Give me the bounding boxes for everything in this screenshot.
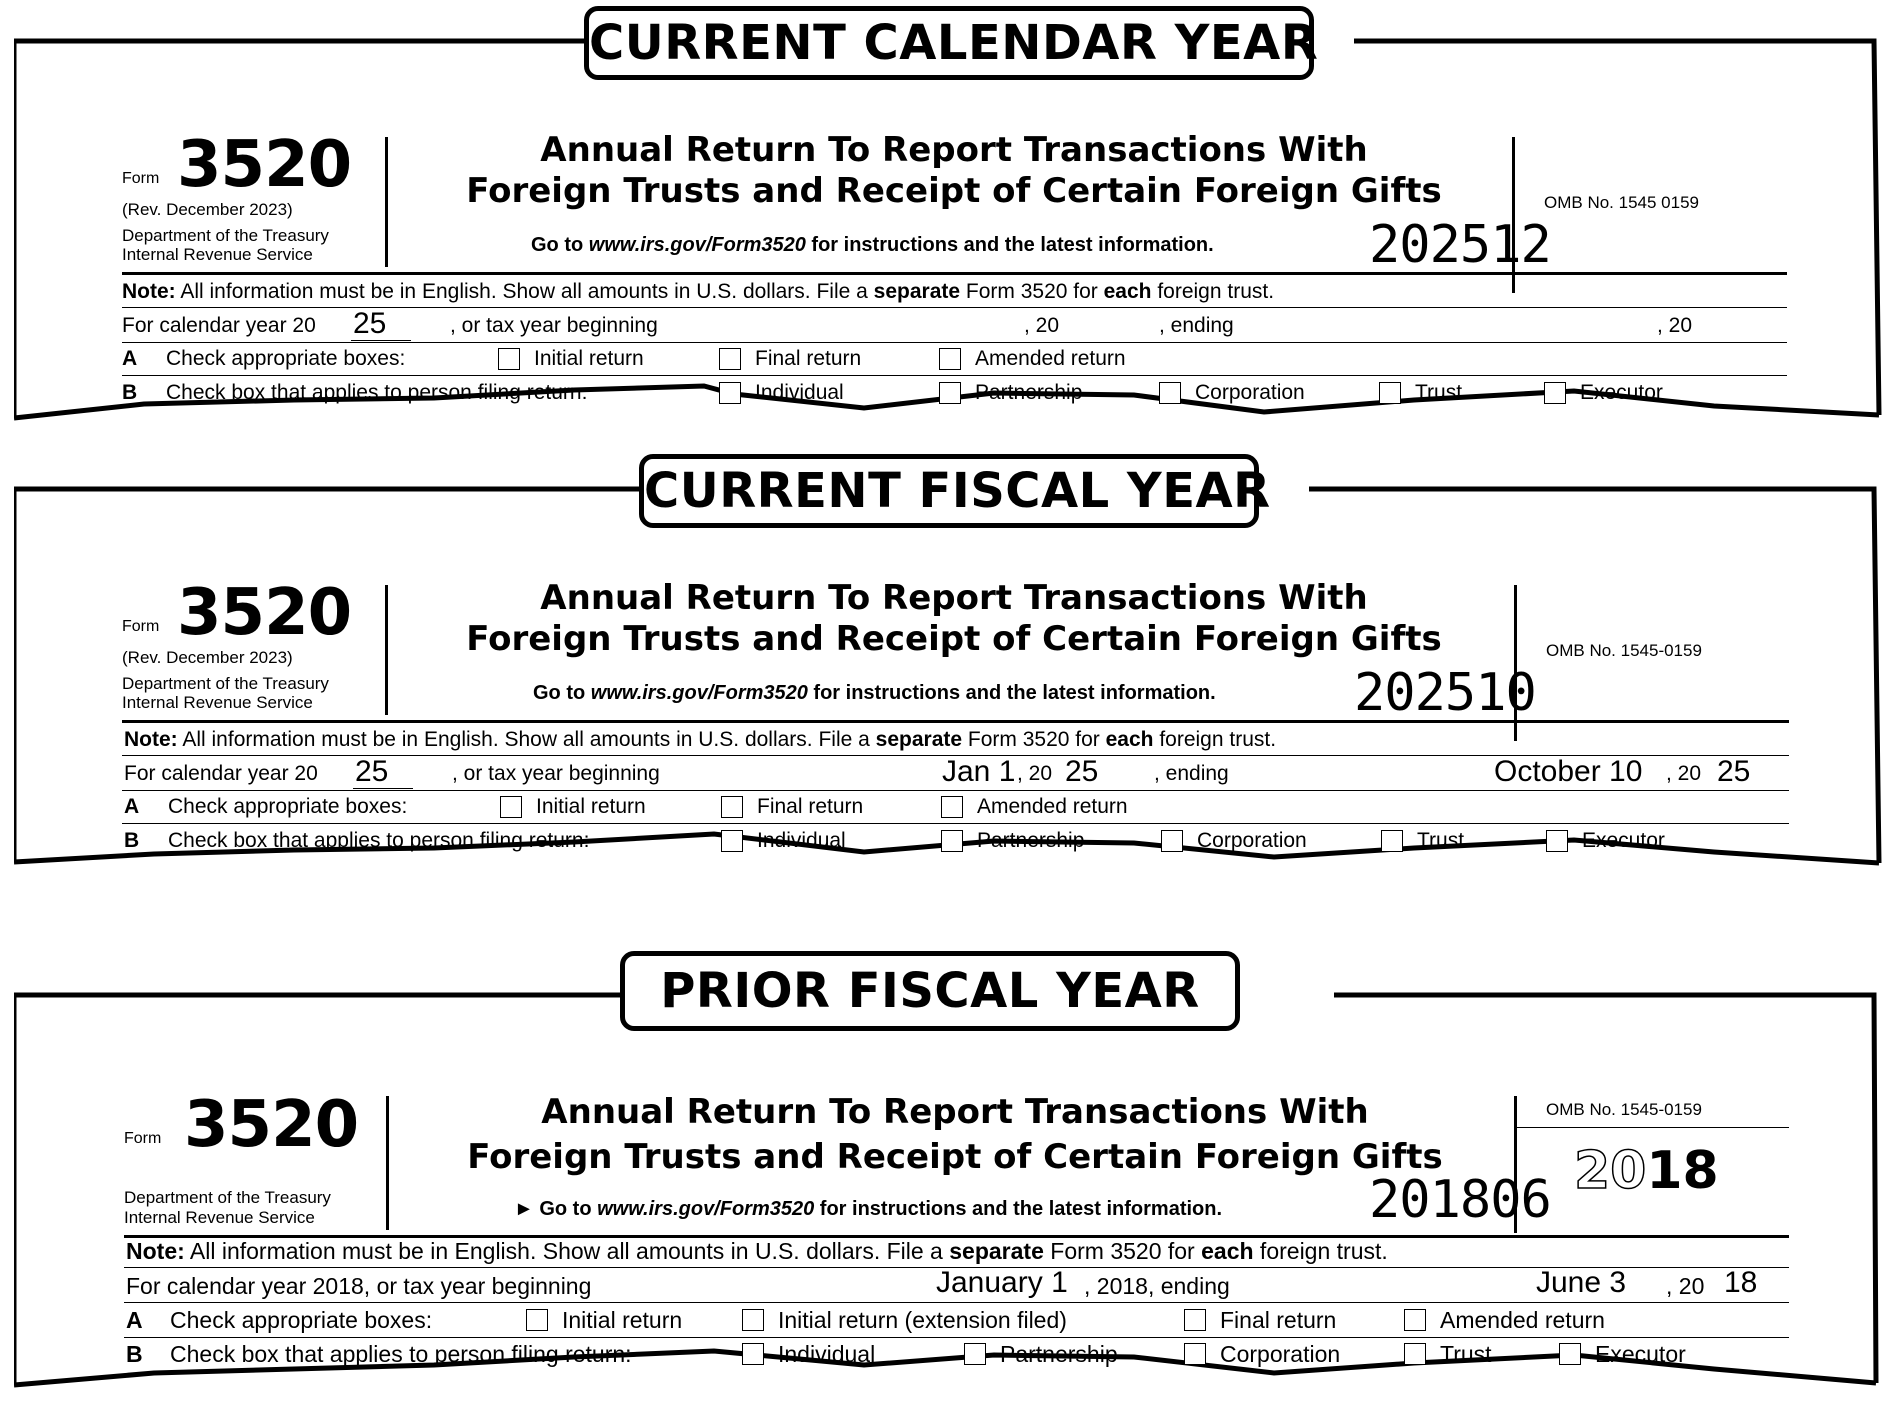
corporation-checkbox[interactable] xyxy=(1184,1343,1206,1365)
corporation-label: Corporation xyxy=(1195,381,1305,404)
form-title xyxy=(394,578,1514,660)
amended-return-label: Amended return xyxy=(975,347,1126,370)
header-rule xyxy=(122,720,1789,723)
note-each: each xyxy=(1201,1238,1254,1264)
instructions-prefix: Go to xyxy=(531,234,589,256)
calendar-rule xyxy=(122,790,1789,791)
note-text-mid: Form 3520 for xyxy=(1043,1238,1202,1264)
note-text-end: foreign trust. xyxy=(1153,728,1277,751)
tax-year-outline: 20 xyxy=(1574,1141,1647,1201)
form-number: 3520 xyxy=(177,128,352,202)
omb-number: OMB No. 1545-0159 xyxy=(1546,641,1702,660)
initial-return-label: Initial return xyxy=(536,795,646,818)
row-a-label: Check appropriate boxes: xyxy=(168,795,408,818)
row-b-label: Check box that applies to person filing return: xyxy=(170,1341,632,1367)
row-b-letter: B xyxy=(126,1341,143,1367)
initial-return-checkbox[interactable] xyxy=(526,1309,548,1331)
initial-return-checkbox[interactable] xyxy=(500,796,522,818)
omb-rule xyxy=(1517,1127,1789,1128)
end-year-value[interactable]: 25 xyxy=(1717,755,1751,788)
partnership-checkbox[interactable] xyxy=(941,830,963,852)
header-divider-left xyxy=(385,137,388,267)
note-text: All information must be in English. Show all amounts in U.S. dollars. File a xyxy=(184,1238,950,1264)
panel-current-calendar-year xyxy=(14,0,1884,430)
partnership-label: Partnership xyxy=(1000,1341,1118,1367)
calendar-year-value[interactable]: 25 xyxy=(355,755,389,788)
ending-label: , ending xyxy=(1154,762,1229,785)
final-return-checkbox[interactable] xyxy=(721,796,743,818)
corporation-checkbox[interactable] xyxy=(1159,382,1181,404)
note-label: Note: xyxy=(126,1238,185,1264)
corporation-label: Corporation xyxy=(1220,1341,1341,1367)
initial-return-checkbox[interactable] xyxy=(498,348,520,370)
received-stamp: 201806 xyxy=(1369,1170,1551,1230)
department-name: Department of the Treasury xyxy=(122,674,329,693)
form-label: Form xyxy=(122,618,160,635)
initial-return-extension-checkbox[interactable] xyxy=(742,1309,764,1331)
department-name: Department of the Treasury xyxy=(122,226,329,245)
executor-label: Executor xyxy=(1582,829,1665,852)
initial-return-extension-label: Initial return (extension filed) xyxy=(778,1307,1067,1333)
note-text-end: foreign trust. xyxy=(1253,1238,1388,1264)
title-line-1: Annual Return To Report Transactions With xyxy=(540,130,1368,170)
executor-label: Executor xyxy=(1580,381,1663,404)
tax-year-bold: 18 xyxy=(1646,1141,1719,1201)
note-separate: separate xyxy=(873,280,961,303)
instructions-prefix: Go to xyxy=(533,682,591,704)
initial-return-label: Initial return xyxy=(534,347,644,370)
begin-year-value[interactable]: 25 xyxy=(1065,755,1099,788)
note-line xyxy=(124,728,1276,752)
tax-year-begin-label: , or tax year beginning xyxy=(452,762,660,785)
form-title xyxy=(394,130,1514,212)
received-stamp: 202510 xyxy=(1354,663,1536,723)
partnership-label: Partnership xyxy=(977,829,1085,852)
corporation-label: Corporation xyxy=(1197,829,1307,852)
tax-year-end-value[interactable]: June 3 xyxy=(1536,1266,1627,1299)
row-b-letter: B xyxy=(124,829,140,852)
note-separate: separate xyxy=(949,1238,1044,1264)
header-divider-left xyxy=(386,1096,389,1230)
note-separate: separate xyxy=(875,728,963,751)
tax-year-begin-value[interactable]: January 1 xyxy=(936,1266,1068,1299)
agency-name: Internal Revenue Service xyxy=(124,1208,315,1227)
calendar-year-label: For calendar year 20 xyxy=(124,762,318,785)
row-b-label: Check box that applies to person filing return: xyxy=(166,381,588,404)
calendar-rule xyxy=(124,1302,1789,1303)
executor-checkbox[interactable] xyxy=(1544,382,1566,404)
revision-date: (Rev. December 2023) xyxy=(122,648,293,667)
final-return-label: Final return xyxy=(755,347,862,370)
corporation-checkbox[interactable] xyxy=(1161,830,1183,852)
partnership-checkbox[interactable] xyxy=(964,1343,986,1365)
received-stamp: 202512 xyxy=(1369,215,1551,275)
final-return-label: Final return xyxy=(757,795,864,818)
instructions-prefix: ► Go to xyxy=(514,1198,598,1220)
final-return-checkbox[interactable] xyxy=(1184,1309,1206,1331)
instructions-suffix: for instructions and the latest information. xyxy=(814,1198,1223,1220)
amended-return-checkbox[interactable] xyxy=(941,796,963,818)
individual-checkbox[interactable] xyxy=(721,830,743,852)
note-line xyxy=(122,280,1274,304)
panel-current-fiscal-year xyxy=(14,448,1884,878)
row-a-letter: A xyxy=(126,1307,143,1333)
header-divider-left xyxy=(385,585,388,715)
end-20-label: , 20 xyxy=(1666,762,1702,785)
agency-name: Internal Revenue Service xyxy=(122,693,313,712)
note-text: All information must be in English. Show all amounts in U.S. dollars. File a xyxy=(177,728,876,751)
calendar-year-label: For calendar year 2018, or tax year beginning xyxy=(126,1273,592,1299)
title-line-2: Foreign Trusts and Receipt of Certain Foreign Gifts xyxy=(466,619,1442,659)
note-label: Note: xyxy=(122,280,176,303)
individual-label: Individual xyxy=(757,829,846,852)
note-line xyxy=(126,1238,1388,1265)
title-line-2: Foreign Trusts and Receipt of Certain Foreign Gifts xyxy=(467,1137,1443,1177)
revision-date: (Rev. December 2023) xyxy=(122,200,293,219)
calendar-year-value[interactable]: 25 xyxy=(353,307,387,340)
instructions-line xyxy=(531,234,1214,257)
note-text-mid: Form 3520 for xyxy=(962,728,1106,751)
calendar-rule xyxy=(122,342,1787,343)
form-title xyxy=(395,1090,1515,1180)
header-rule xyxy=(122,272,1787,275)
final-return-checkbox[interactable] xyxy=(719,348,741,370)
trust-label: Trust xyxy=(1440,1341,1492,1367)
instructions-url[interactable]: www.irs.gov/Form3520 xyxy=(588,234,806,256)
row-a-rule xyxy=(122,375,1787,376)
executor-checkbox[interactable] xyxy=(1559,1343,1581,1365)
note-label: Note: xyxy=(124,728,178,751)
instructions-url[interactable]: www.irs.gov/Form3520 xyxy=(597,1198,815,1220)
executor-label: Executor xyxy=(1595,1341,1686,1367)
instructions-line xyxy=(514,1198,1222,1221)
note-text: All information must be in English. Show all amounts in U.S. dollars. File a xyxy=(175,280,874,303)
form-number: 3520 xyxy=(177,576,352,650)
end-20-label: , 20 xyxy=(1657,314,1693,337)
trust-checkbox[interactable] xyxy=(1379,382,1401,404)
omb-number: OMB No. 1545 0159 xyxy=(1544,193,1699,212)
initial-return-label: Initial return xyxy=(562,1307,683,1333)
trust-label: Trust xyxy=(1415,381,1463,404)
begin-year-suffix: , 2018, ending xyxy=(1084,1273,1230,1299)
executor-checkbox[interactable] xyxy=(1546,830,1568,852)
amended-return-checkbox[interactable] xyxy=(1404,1309,1426,1331)
form-label: Form xyxy=(122,170,160,187)
row-a-label: Check appropriate boxes: xyxy=(166,347,406,370)
partnership-label: Partnership xyxy=(975,381,1083,404)
title-line-1: Annual Return To Report Transactions With xyxy=(541,1092,1369,1132)
omb-number: OMB No. 1545-0159 xyxy=(1546,1100,1702,1119)
amended-return-label: Amended return xyxy=(1440,1307,1605,1333)
form-number: 3520 xyxy=(184,1088,359,1162)
section-banner: CURRENT FISCAL YEAR xyxy=(639,454,1259,528)
individual-checkbox[interactable] xyxy=(742,1343,764,1365)
instructions-suffix: for instructions and the latest information. xyxy=(807,682,1216,704)
trust-checkbox[interactable] xyxy=(1404,1343,1426,1365)
instructions-url[interactable]: www.irs.gov/Form3520 xyxy=(590,682,808,704)
row-b-label: Check box that applies to person filing return: xyxy=(168,829,590,852)
note-text-mid: Form 3520 for xyxy=(960,280,1104,303)
begin-20-label: , 20 xyxy=(1017,762,1053,785)
row-b-letter: B xyxy=(122,381,138,404)
final-return-label: Final return xyxy=(1220,1307,1337,1333)
instructions-line xyxy=(533,682,1216,705)
title-line-1: Annual Return To Report Transactions With xyxy=(540,578,1368,618)
title-line-2: Foreign Trusts and Receipt of Certain Foreign Gifts xyxy=(466,171,1442,211)
individual-label: Individual xyxy=(778,1341,876,1367)
amended-return-checkbox[interactable] xyxy=(939,348,961,370)
row-a-letter: A xyxy=(124,795,140,818)
row-a-letter: A xyxy=(122,347,138,370)
row-a-rule xyxy=(122,823,1789,824)
department-name: Department of the Treasury xyxy=(124,1188,331,1207)
row-a-rule xyxy=(124,1337,1789,1338)
panel-prior-fiscal-year xyxy=(14,945,1884,1407)
partnership-checkbox[interactable] xyxy=(939,382,961,404)
individual-label: Individual xyxy=(755,381,844,404)
tax-year-begin-label: , or tax year beginning xyxy=(450,314,658,337)
instructions-suffix: for instructions and the latest information. xyxy=(805,234,1214,256)
trust-label: Trust xyxy=(1417,829,1465,852)
note-each: each xyxy=(1103,280,1152,303)
note-text-end: foreign trust. xyxy=(1151,280,1275,303)
form-label: Form xyxy=(124,1130,162,1147)
individual-checkbox[interactable] xyxy=(719,382,741,404)
section-banner: CURRENT CALENDAR YEAR xyxy=(584,6,1314,80)
row-a-label: Check appropriate boxes: xyxy=(170,1307,433,1333)
end-20-label: , 20 xyxy=(1666,1273,1705,1299)
ending-label: , ending xyxy=(1159,314,1234,337)
trust-checkbox[interactable] xyxy=(1381,830,1403,852)
section-banner: PRIOR FISCAL YEAR xyxy=(620,951,1240,1031)
end-year-value[interactable]: 18 xyxy=(1724,1266,1758,1299)
calendar-year-label: For calendar year 20 xyxy=(122,314,316,337)
tax-year-display xyxy=(1574,1141,1719,1201)
tax-year-end-value[interactable]: October 10 xyxy=(1494,755,1643,788)
tax-year-begin-value[interactable]: Jan 1 xyxy=(942,755,1016,788)
note-each: each xyxy=(1105,728,1154,751)
calendar-year-underline xyxy=(353,788,413,789)
agency-name: Internal Revenue Service xyxy=(122,245,313,264)
begin-20-label: , 20 xyxy=(1024,314,1060,337)
calendar-year-underline xyxy=(351,340,411,341)
amended-return-label: Amended return xyxy=(977,795,1128,818)
